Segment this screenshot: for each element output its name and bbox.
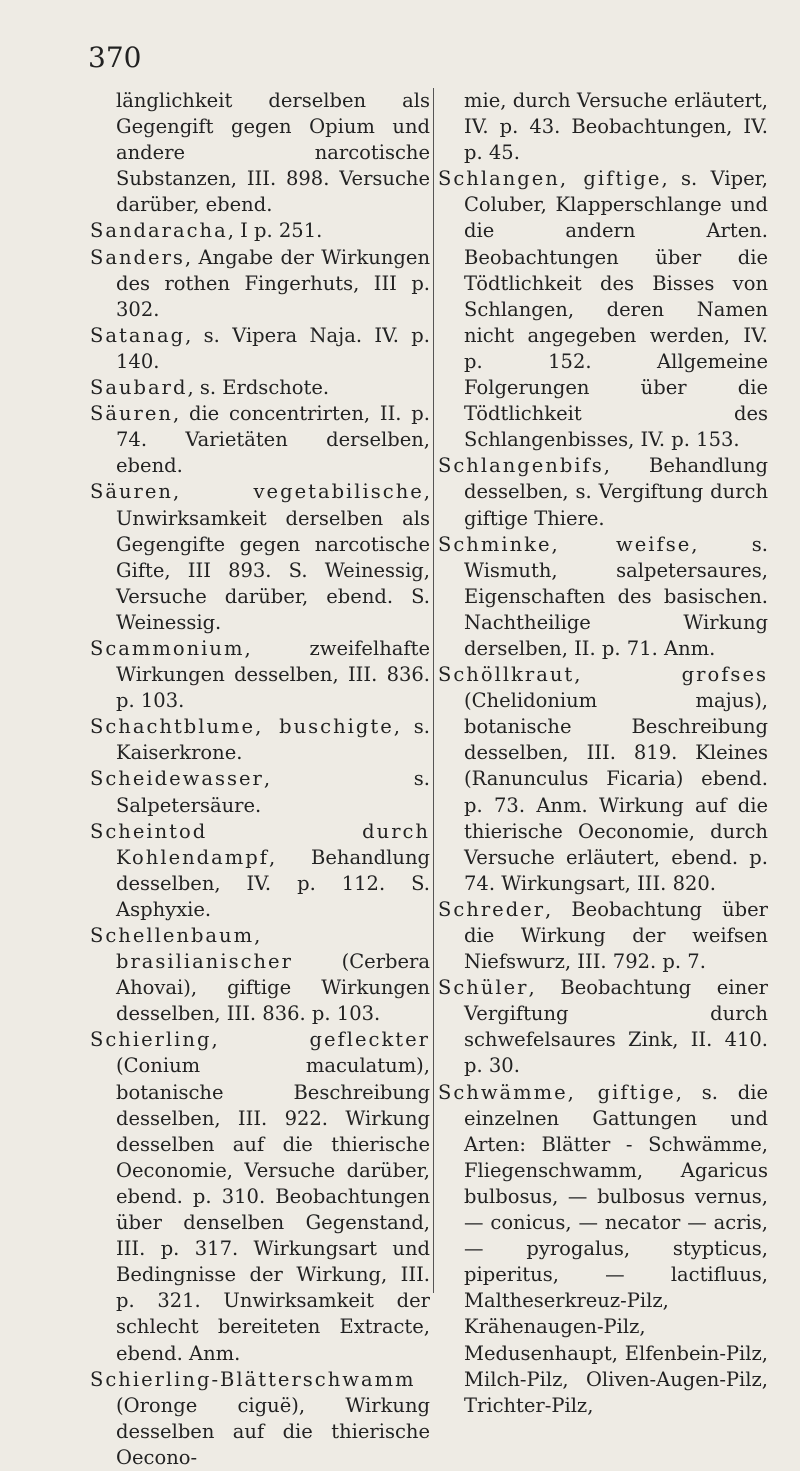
index-entry [438,662,768,897]
index-entry-text: (Conium maculatum), botanische Beschreibung desselben, III. 922. Wirkung desselben auf die thierische Oeconomie, Versuche darüber, ebend. p. 310. Beobachtungen über denselben Gegenstand, III. p. 317. Wirkungsart und Bedingnisse der Wirkung, III. p. 321. Unwirksamkeit der schlecht bereiteten Extracte, ebend. Anm. [116,1054,430,1365]
index-entry [90,766,430,818]
index-headword: Säuren, vegetabilische [90,480,424,504]
index-entry-text: , s. Viper, Coluber, Klapperschlange und die andern Arten. Beobachtungen über die Tödtlichkeit des Bisses von Schlangen, deren Namen nicht angegeben werden, IV. p. 152. Allgemeine Folgerungen über die Tödtlichkeit des Schlangenbisses, IV. p. 153. [464,167,768,452]
index-entry-text: , Beobachtung einer Vergiftung durch schwefelsaures Zink, II. 410. p. 30. [464,976,768,1078]
index-entry [90,401,430,479]
index-entry [90,819,430,923]
index-headword: Schreder [438,897,546,921]
index-entry-text: (Oronge ciguë), Wirkung desselben auf die thierische Oecono- [116,1393,430,1469]
index-headword: Schachtblume, buschigte [90,715,394,739]
index-entry [90,323,430,375]
index-headword: Satanag [90,323,186,347]
right-column [438,88,768,1419]
index-headword: Schwämme, giftige [438,1080,676,1104]
index-entry [90,923,430,1027]
index-headword: Saubard [90,376,188,400]
index-headword: Schierling-Blätterschwamm [90,1367,416,1391]
index-entry [90,1027,430,1366]
index-entry-text: (Chelidonium majus), botanische Beschreibung desselben, III. 819. Kleines (Ranunculus Ficaria) ebend. p. 73. Anm. Wirkung auf die thierische Oeconomie, durch Versuche erläutert, ebend. p. 74. Wirkungsart, III. 820. [464,689,768,895]
index-entry-text: , I p. 251. [227,219,323,243]
column-divider [433,88,434,1293]
index-entry-text: (Cerbera Ahovai), giftige Wirkungen desselben, III. 836. p. 103. [116,950,430,1026]
index-headword: Schierling, gefleckter [90,1028,430,1052]
index-headword: Schlangenbifs [438,454,604,478]
index-headword: Säuren [90,402,173,426]
index-entry-text: , Beobachtung über die Wirkung der weifsen Niefswurz, III. 792. p. 7. [464,897,768,974]
index-entry-text: , Unwirksamkeit derselben als Gegengifte gegen narcotische Gifte, III 893. S. Weinessig, Versuche darüber, ebend. S. Weinessig. [116,480,430,634]
index-entry-text: länglichkeit derselben als Gegengift gegen Opium und andere narcotische Substanzen, III. 898. Versuche darüber, ebend. [116,89,430,217]
index-headword: Scheintod durch Kohlendampf [90,819,430,869]
index-headword: Schlangen, giftige [438,167,662,191]
index-entry [438,975,768,1079]
index-entry-text: mie, durch Versuche erläutert, IV. p. 43. Beobachtungen, IV. p. 45. [464,89,768,165]
index-entry-continued [90,88,430,218]
page-number: 370 [88,41,142,74]
index-entry-text: , s. Salpetersäure. [116,767,430,817]
index-entry [438,532,768,662]
index-entry-text: , die concentrirten, II. p. 74. Varietäten derselben, ebend. [116,402,430,478]
index-entry-text: , Angabe der Wirkungen des rothen Fingerhuts, III p. 302. [116,245,430,321]
index-headword: Scheidewasser [90,767,264,791]
index-headword: Schüler [438,976,529,1000]
index-entry-text: , s. die einzelnen Gattungen und Arten: Blätter - Schwämme, Fliegenschwamm, Agaricus bulbosus, — bulbosus vernus, — conicus, — necator — acris, — pyrogalus, stypticus, piperitus, — lactifluus, Maltheserkreuz-Pilz, Krähenaugen-Pilz, Medusenhaupt, Elfenbein-Pilz, Milch-Pilz, Oliven-Augen-Pilz, Trichter-Pilz, [464,1080,768,1417]
index-headword: Schellenbaum, brasilianischer [90,924,293,974]
index-entry [90,245,430,323]
index-entry-text: , s. Vipera Naja. IV. p. 140. [116,323,430,373]
index-entry-text: , s. Wismuth, salpetersaures, Eigenschaften des basischen. Nachtheilige Wirkung derselben, II. p. 71. Anm. [464,532,768,660]
index-entry [90,1367,430,1471]
index-headword: Sanders [90,245,185,269]
index-entry [90,479,430,636]
index-headword: Sandaracha [90,219,228,243]
index-entry [438,897,768,975]
index-entry [438,453,768,531]
left-column [90,88,430,1471]
index-entry [90,714,430,766]
index-entry-text: , Behandlung desselben, IV. p. 112. S. Asphyxie. [116,845,430,921]
index-entry [90,636,430,714]
index-entry-text: , Behandlung desselben, s. Vergiftung durch giftige Thiere. [464,454,768,530]
index-entry [90,218,430,244]
index-headword: Schminke, weifse [438,532,692,556]
index-headword: Scammonium [90,636,245,660]
index-entry-text: , zweifelhafte Wirkungen desselben, III. 836. p. 103. [116,636,430,713]
index-entry-text: , s. Erdschote. [187,376,330,400]
index-entry-continued [438,88,768,166]
index-entry [90,375,430,401]
index-entry [438,1080,768,1419]
index-entry-text: , s. Kaiserkrone. [116,715,430,765]
index-headword: Schöllkraut, grofses [438,663,768,687]
index-entry [438,166,768,453]
